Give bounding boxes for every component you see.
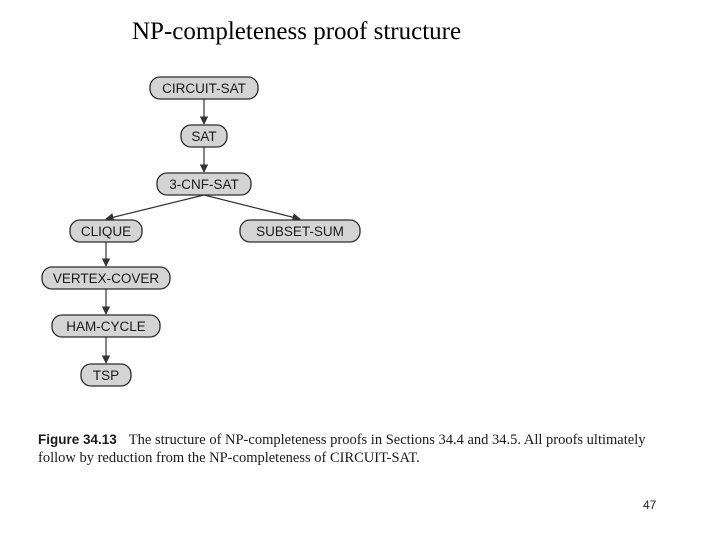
node-sat	[181, 125, 227, 147]
node-circuit-sat	[150, 77, 258, 99]
node-label: CIRCUIT-SAT	[162, 81, 246, 96]
caption-text: The structure of NP-completeness proofs in Sections 34.4 and 34.5. All proofs ultimately follow by reduction from the NP-completeness of CIRCUIT-SAT.	[38, 432, 646, 466]
figure-caption	[38, 431, 678, 467]
node-label: TSP	[92, 368, 120, 383]
node-3-cnf-sat	[157, 173, 251, 195]
node-label: HAM-CYCLE	[66, 319, 146, 334]
node-vertex-cover	[42, 267, 170, 289]
node-clique	[70, 220, 142, 242]
slide-title: NP-completeness proof structure	[132, 18, 462, 45]
node-label: SUBSET-SUM	[256, 224, 344, 239]
node-ham-cycle	[52, 315, 160, 337]
nodes-layer	[42, 77, 360, 386]
node-label: CLIQUE	[80, 224, 132, 239]
edge-3-cnf-sat-to-clique	[106, 195, 204, 219]
page-number: 47	[643, 498, 657, 512]
edge-3-cnf-sat-to-subset-sum	[204, 195, 300, 219]
figure-label: Figure 34.13	[38, 432, 117, 447]
node-label: VERTEX-COVER	[52, 271, 160, 286]
node-label: 3-CNF-SAT	[169, 177, 239, 192]
node-label: SAT	[191, 129, 217, 144]
node-subset-sum	[240, 220, 360, 242]
node-tsp	[81, 364, 131, 386]
